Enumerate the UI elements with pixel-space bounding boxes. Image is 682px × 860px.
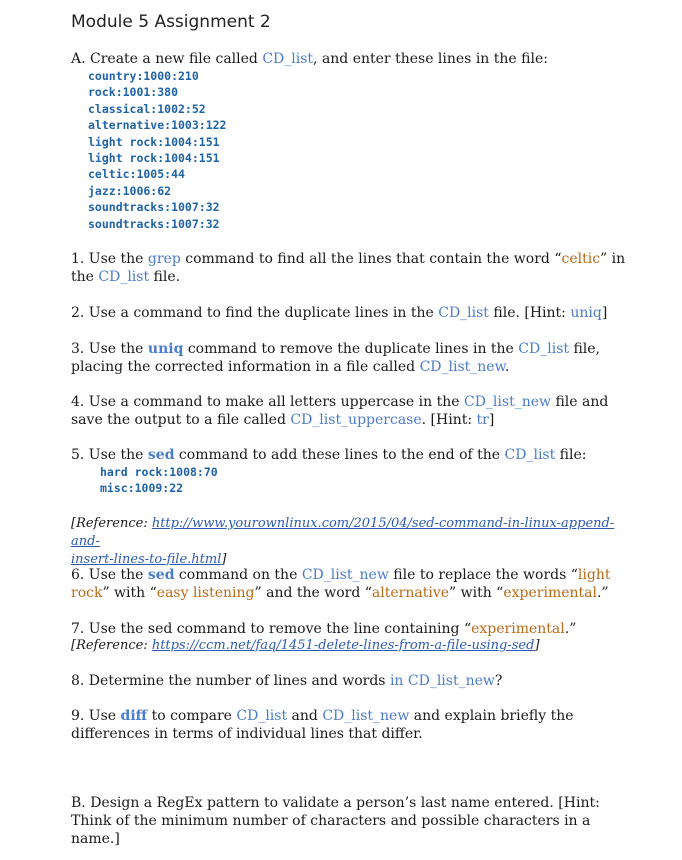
code-line: jazz:1006:62 <box>88 183 172 198</box>
command-name: grep <box>147 251 181 267</box>
sed-append-lines <box>100 464 218 497</box>
code-line: soundtracks:1007:32 <box>88 216 220 231</box>
code-line: classical:1002:52 <box>88 101 206 116</box>
question-5: 5. Use the sed command to add these lines to the end of the CD_list file: <box>71 447 587 463</box>
code-line: hard rock:1008:70 <box>100 465 218 479</box>
code-line: alternative:1003:122 <box>88 118 227 133</box>
reference-1: [Reference: http://www.yourownlinux.com/2015/04/sed-command-in-linux-append-and- insert-lines-to-file.html] <box>71 516 615 567</box>
code-line: celtic:1005:44 <box>88 167 185 182</box>
code-line: misc:1009:22 <box>100 481 184 496</box>
code-line: country:1000:210 <box>88 69 199 83</box>
reference-link[interactable]: https://ccm.net/faq/1451-delete-lines-from-a-file-using-sed <box>151 638 535 653</box>
code-line: soundtracks:1007:32 <box>88 200 220 215</box>
page-title: Module 5 Assignment 2 <box>71 12 271 32</box>
question-1: 1. Use the grep command to find all the lines that contain the word “celtic” in the CD_list file. <box>71 251 626 285</box>
question-8: 8. Determine the number of lines and words in CD_list_new? <box>71 673 503 689</box>
question-7: 7. Use the sed command to remove the line containing “experimental.” <box>71 621 577 637</box>
question-6: 6. Use the sed command on the CD_list_new file to replace the words “light rock” with “easy listening” and the word “alternative” with “experimental.” <box>71 567 611 601</box>
cd-list-contents <box>88 68 226 232</box>
section-b: B. Design a RegEx pattern to validate a person’s last name entered. [Hint: Think of the minimum number of characters and possible characters in a name.] <box>71 795 600 847</box>
question-9: 9. Use diff to compare CD_list and CD_list_new and explain briefly the differences in terms of individual lines that differ. <box>71 708 574 742</box>
code-line: light rock:1004:151 <box>88 134 220 149</box>
code-line: rock:1001:380 <box>88 85 179 100</box>
question-3: 3. Use the uniq command to remove the duplicate lines in the CD_list file, placing the corrected information in a file called CD_list_new. <box>71 341 601 375</box>
question-2: 2. Use a command to find the duplicate lines in the CD_list file. [Hint: uniq] <box>71 305 608 321</box>
section-a-intro: A. Create a new file called CD_list, and enter these lines in the file: <box>71 51 548 67</box>
question-4: 4. Use a command to make all letters uppercase in the CD_list_new file and save the output to a file called CD_list_uppercase. [Hint: tr] <box>71 394 609 428</box>
file-name: CD_list <box>262 51 314 67</box>
code-line: light rock:1004:151 <box>88 151 220 166</box>
reference-link[interactable]: http://www.yourownlinux.com/2015/04/sed-command-in-linux-append-and- insert-lines-to-file.html <box>71 516 615 567</box>
reference-2: [Reference: https://ccm.net/faq/1451-delete-lines-from-a-file-using-sed] <box>71 638 540 653</box>
